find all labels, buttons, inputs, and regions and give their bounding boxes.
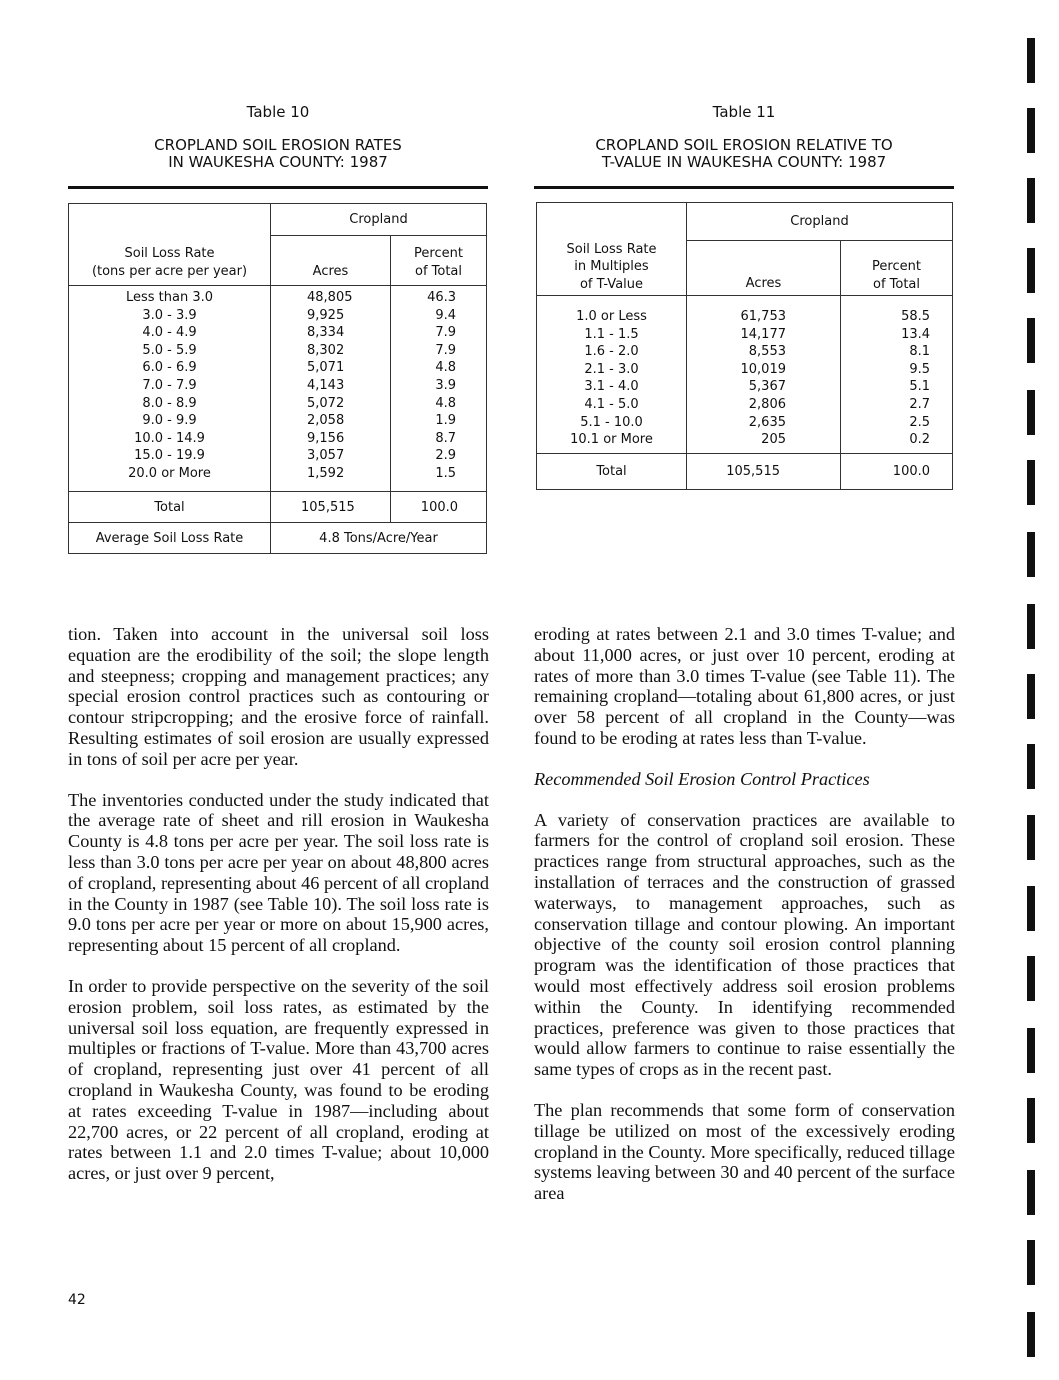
table-row-percent: 8.7: [435, 430, 457, 446]
left-paragraph-1: tion. Taken into account in the universal soil loss equation are the erodibility of the soil; the slope length and steepness; cropping and management practices; any special erosion control practices such as contouring or contour stripcropping; and the erosive force of rainfall. Resulting estimates of soil erosion are usually expressed in tons of soil per acre per year.: [68, 624, 489, 769]
table-row-rate: 5.1 - 10.0: [580, 414, 643, 430]
table-row-rate: 1.6 - 2.0: [584, 344, 639, 360]
scan-mark: [1027, 744, 1035, 789]
table-row-percent: 1.5: [435, 465, 457, 481]
table-row-acres: 8,302: [307, 342, 345, 358]
table-row-acres: 4,143: [307, 377, 345, 393]
table11-col3-header-line2: of Total: [872, 276, 921, 292]
table10-group-header: Cropland: [271, 204, 487, 236]
table10-title-line2: IN WAUKESHA COUNTY: 1987: [168, 153, 388, 171]
table10-total-acres: 105,515: [271, 492, 391, 523]
table11-acres-cell: [687, 296, 841, 454]
table-row-percent: 9.5: [909, 361, 931, 377]
table-row-rate: 1.1 - 1.5: [584, 326, 639, 342]
scan-mark: [1027, 460, 1035, 505]
table-row-percent: 1.9: [435, 413, 457, 429]
table11-title-line2: T-VALUE IN WAUKESHA COUNTY: 1987: [601, 153, 887, 171]
table11-col3-header: [841, 241, 953, 296]
left-paragraph-3: In order to provide perspective on the severity of the soil erosion problem, soil loss rates, as estimated by the universal soil loss equation, are frequently expressed in multiples or fractions of T-value. More than 43,700 acres of cropland, representing just over 41 percent of all cropland in Waukesha County, was found to be eroding at rates exceeding T-value in 1987—including about 22,700 acres, or 22 percent of all cropland, eroding at rates between 1.1 and 2.0 times T-value; about 10,000 acres, or just over 9 percent,: [68, 975, 489, 1184]
table10-total-percent: 100.0: [391, 492, 487, 523]
table10-col3-header-line1: Percent: [414, 246, 463, 261]
table10-percent-cell: [391, 286, 487, 492]
scan-mark: [1027, 1098, 1035, 1143]
table-row-percent: 3.9: [435, 377, 457, 393]
table-row-rate: 1.0 or Less: [576, 309, 647, 324]
table-row-percent: 2.9: [435, 448, 457, 464]
table10-caption: [68, 104, 488, 171]
table-row-rate: 4.1 - 5.0: [584, 396, 639, 412]
table-row-percent: 4.8: [435, 360, 457, 376]
table11-number: Table 11: [712, 103, 776, 121]
table-row-acres: 5,072: [307, 395, 345, 411]
table11-col1-header-line2: in Multiples: [574, 259, 649, 274]
table10-total-label: Total: [69, 492, 271, 523]
table10-col1-header-line2: (tons per acre per year): [91, 264, 248, 279]
scan-mark: [1027, 38, 1035, 83]
table-row-acres: 8,334: [307, 325, 345, 341]
table-row-rate: 9.0 - 9.9: [142, 413, 197, 429]
scan-mark: [1027, 1028, 1035, 1073]
table-row-acres: 48,805: [307, 290, 353, 305]
table11-title-line1: CROPLAND SOIL EROSION RELATIVE TO: [595, 136, 893, 154]
table-row-rate: 10.1 or More: [570, 432, 653, 448]
table-row-percent: 2.5: [909, 414, 931, 430]
page-number: 42: [68, 1292, 86, 1308]
table-row-acres: 61,753: [740, 309, 786, 324]
table-row-rate: 2.1 - 3.0: [584, 361, 639, 377]
table10-number: Table 10: [246, 103, 310, 121]
section-heading: Recommended Soil Erosion Control Practices: [534, 768, 870, 789]
table11-col2-header: Acres: [687, 241, 841, 296]
table-row-rate: 3.0 - 3.9: [142, 307, 197, 323]
table-row-percent: 5.1: [909, 379, 931, 395]
table-row-acres: 2,806: [748, 396, 786, 412]
scan-mark: [1027, 1312, 1035, 1357]
table-row-rate: 3.1 - 4.0: [584, 379, 639, 395]
right-paragraph-3: The plan recommends that some form of conservation tillage be utilized on most of the excessively eroding cropland in the County. More specifically, reduced tillage systems leaving between 30 and 40 percent of the surface area: [534, 1099, 955, 1204]
table-row-percent: 13.4: [901, 326, 931, 342]
right-text-column: [534, 624, 955, 1224]
scan-mark: [1027, 604, 1035, 649]
table-row-rate: 15.0 - 19.9: [134, 448, 205, 464]
table-row-percent: 0.2: [909, 432, 931, 448]
left-paragraph-2: The inventories conducted under the study indicated that the average rate of sheet and rill erosion in Waukesha County is 4.8 tons per acre per year. The soil loss rate is less than 3.0 tons per acre per year on about 48,800 acres of cropland, representing about 46 percent of all cropland in the County in 1987 (see Table 10). The soil loss rate is 9.0 tons per acre per year or more on about 15,900 acres, representing about 15 percent of all cropland.: [68, 789, 489, 956]
scan-mark: [1027, 886, 1035, 931]
table-row-acres: 5,367: [748, 379, 786, 395]
table11-col3-header-line1: Percent: [872, 259, 921, 274]
table10-col2-header: Acres: [271, 236, 391, 286]
table-row-percent: 8.1: [909, 344, 931, 360]
scan-mark: [1027, 1170, 1035, 1215]
table10-acres-cell: [271, 286, 391, 492]
scan-edge-marks: [1027, 0, 1037, 1380]
table-row-acres: 14,177: [740, 326, 786, 342]
table-row-rate: 10.0 - 14.9: [134, 430, 205, 446]
table-row-percent: 7.9: [435, 342, 457, 358]
table-row-acres: 9,925: [307, 307, 345, 323]
table10-average-value: 4.8 Tons/Acre/Year: [271, 523, 487, 554]
table-row-acres: 3,057: [307, 448, 345, 464]
left-text-column: [68, 624, 489, 1204]
scan-mark: [1027, 108, 1035, 153]
table10-col1-header-line1: Soil Loss Rate: [124, 246, 215, 261]
table-row-percent: 2.7: [909, 396, 931, 412]
scan-mark: [1027, 674, 1035, 719]
table11-percent-cell: [841, 296, 953, 454]
table-row-acres: 1,592: [307, 465, 345, 481]
table-row-acres: 2,058: [307, 413, 345, 429]
table-row-rate: Less than 3.0: [125, 290, 214, 305]
right-paragraph-1: eroding at rates between 2.1 and 3.0 times T-value; and about 11,000 acres, or just over 10 percent, eroding at rates of more than 3.0 times T-value (see Table 11). The remaining cropland—totaling about 61,800 acres, or just over 58 percent of all cropland in the County—was found to be eroding at rates less than T-value.: [534, 624, 955, 748]
table-row-rate: 6.0 - 6.9: [142, 360, 197, 376]
scan-mark: [1027, 318, 1035, 363]
scan-mark: [1027, 178, 1035, 223]
scan-mark: [1027, 815, 1035, 860]
table11: [536, 202, 953, 490]
table10-top-rule: [68, 186, 488, 189]
table-row-percent: 4.8: [435, 395, 457, 411]
table11-rate-cell: [537, 296, 687, 454]
table-row-percent: 9.4: [435, 307, 457, 323]
right-paragraph-2: A variety of conservation practices are available to farmers for the control of cropland soil erosion. These practices range from structural approaches, such as the installation of terraces and the construction of grassed waterways, to management approaches, such as conservation tillage and contour plowing. An important objective of the county soil erosion control planning program was the identification of those practices that would most effectively address soil erosion problems within the County. In identifying recommended practices, preference was given to those practices that would allow farmers to continue to raise essentially the same types of crops as in the recent past.: [534, 809, 955, 1080]
table10-col3-header-line2: of Total: [414, 264, 463, 279]
table-row-acres: 2,635: [748, 414, 786, 430]
table10-col3-header: [391, 236, 487, 286]
scan-mark: [1027, 390, 1035, 435]
table10-title-line1: CROPLAND SOIL EROSION RATES: [154, 136, 402, 154]
table11-total-acres: 105,515: [687, 454, 841, 490]
table11-top-rule: [534, 186, 954, 189]
table11-col1-header-line3: of T-Value: [579, 276, 644, 292]
table-row-percent: 58.5: [901, 309, 931, 324]
table10: [68, 203, 487, 554]
table-row-percent: 46.3: [427, 290, 457, 305]
table-row-acres: 10,019: [740, 361, 786, 377]
table11-caption: [534, 104, 954, 171]
table10-rate-cell: [69, 286, 271, 492]
table-row-rate: 4.0 - 4.9: [142, 325, 197, 341]
table11-total-percent: 100.0: [841, 454, 953, 490]
table-row-acres: 9,156: [307, 430, 345, 446]
table-row-percent: 7.9: [435, 325, 457, 341]
scan-mark: [1027, 532, 1035, 577]
table11-col1-header: [537, 241, 687, 296]
scan-mark: [1027, 956, 1035, 1001]
table-row-acres: 205: [761, 432, 786, 448]
table11-col1-header-line1: Soil Loss Rate: [566, 241, 657, 257]
table10-col1-header: [69, 236, 271, 286]
table-row-rate: 8.0 - 8.9: [142, 395, 197, 411]
table-row-acres: 8,553: [748, 344, 786, 360]
table11-total-label: Total: [537, 454, 687, 490]
table-row-rate: 5.0 - 5.9: [142, 342, 197, 358]
scan-mark: [1027, 248, 1035, 293]
table11-group-header: Cropland: [687, 203, 953, 241]
scan-mark: [1027, 1240, 1035, 1285]
table10-average-label: Average Soil Loss Rate: [69, 523, 271, 554]
table-row-acres: 5,071: [307, 360, 345, 376]
table-row-rate: 20.0 or More: [128, 465, 211, 481]
table-row-rate: 7.0 - 7.9: [142, 377, 197, 393]
